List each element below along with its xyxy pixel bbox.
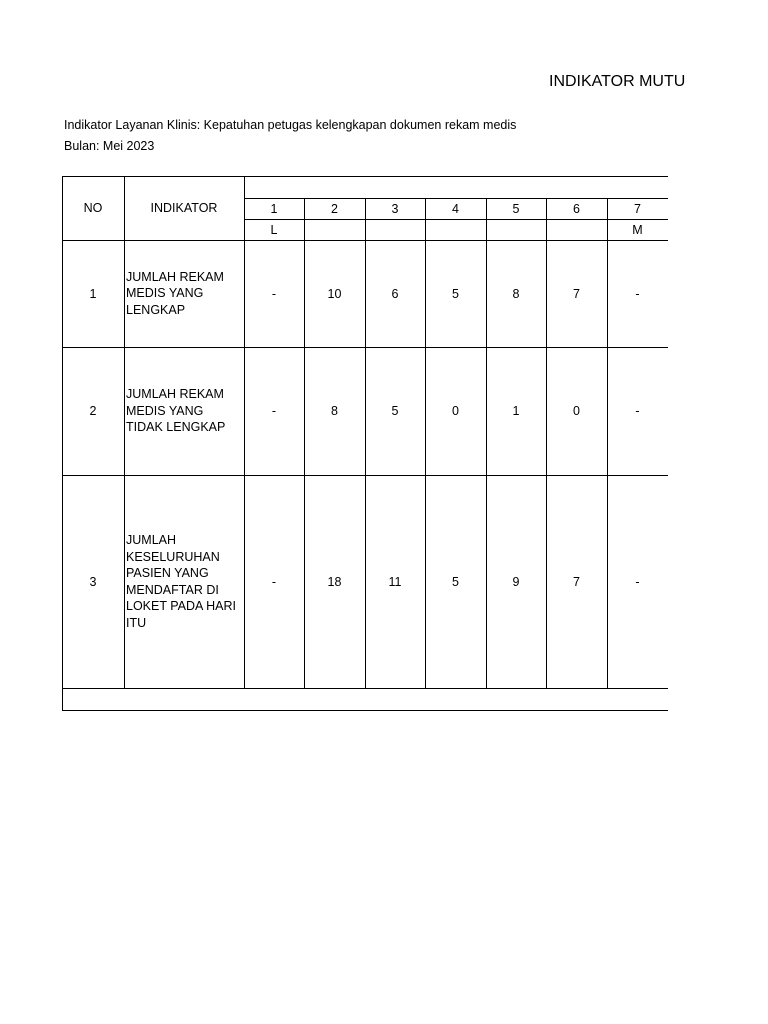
indicator-name: JUMLAH REKAM MEDIS YANG LENGKAP (126, 269, 224, 317)
month-label: Bulan: Mei 2023 (64, 139, 155, 153)
day-letter-header: L (270, 222, 278, 237)
row-number: 3 (89, 574, 97, 589)
page-title: INDIKATOR MUTU (549, 73, 686, 90)
day-number-header: 5 (512, 201, 520, 216)
indicator-table (62, 176, 668, 711)
table-cell-value: 11 (388, 574, 402, 589)
day-letter-header (304, 219, 365, 240)
table-cell-value: 0 (573, 404, 580, 418)
table-cell-value: 1 (512, 404, 520, 418)
table-cell-value: - (271, 286, 277, 301)
table-cell-value: 7 (573, 574, 580, 589)
table-cell-value: 6 (391, 286, 399, 301)
day-number-header: 2 (331, 201, 338, 216)
table-cell-value: - (271, 404, 277, 418)
indicator-name: JUMLAH KESELURUHAN PASIEN YANG MENDAFTAR DI LOKET PADA HARI ITU (126, 533, 236, 630)
day-letter-header (425, 219, 486, 240)
indicator-name: JUMLAH REKAM MEDIS YANG TIDAK LENGKAP (126, 387, 226, 435)
day-number-header: 6 (573, 201, 580, 216)
column-rule (124, 176, 125, 689)
table-cell-value: 9 (512, 574, 520, 589)
table-cell-value: 7 (573, 286, 580, 301)
day-letter-header (486, 219, 546, 240)
table-cell-value: 0 (452, 404, 459, 418)
day-letter-header (365, 219, 425, 240)
day-number-header: 3 (391, 201, 399, 216)
table-cell-value: 8 (331, 404, 338, 418)
table-cell-value: 8 (512, 286, 520, 301)
table-cell-value: 10 (327, 286, 342, 301)
indicator-description: Indikator Layanan Klinis: Kepatuhan petugas kelengkapan dokumen rekam medis (64, 118, 517, 132)
day-letter-header: M (632, 222, 643, 237)
column-header-no: NO (83, 201, 103, 215)
table-cell-value: - (271, 574, 277, 589)
table-border-bottom (62, 710, 668, 711)
row-number: 1 (89, 286, 97, 301)
day-number-header: 4 (452, 201, 459, 216)
column-header-indikator: INDIKATOR (150, 201, 218, 215)
table-cell-value: - (635, 286, 640, 301)
table-cell-value: 18 (327, 574, 342, 589)
table-cell-value: - (635, 404, 640, 418)
row-number: 2 (89, 404, 97, 418)
day-letter-header (546, 219, 607, 240)
table-cell-value: - (635, 574, 640, 589)
table-cell-value: 5 (452, 286, 459, 301)
table-cell-value: 5 (452, 574, 459, 589)
table-cell-value: 5 (391, 404, 399, 418)
day-number-header: 7 (634, 201, 641, 216)
day-number-header: 1 (270, 201, 278, 216)
